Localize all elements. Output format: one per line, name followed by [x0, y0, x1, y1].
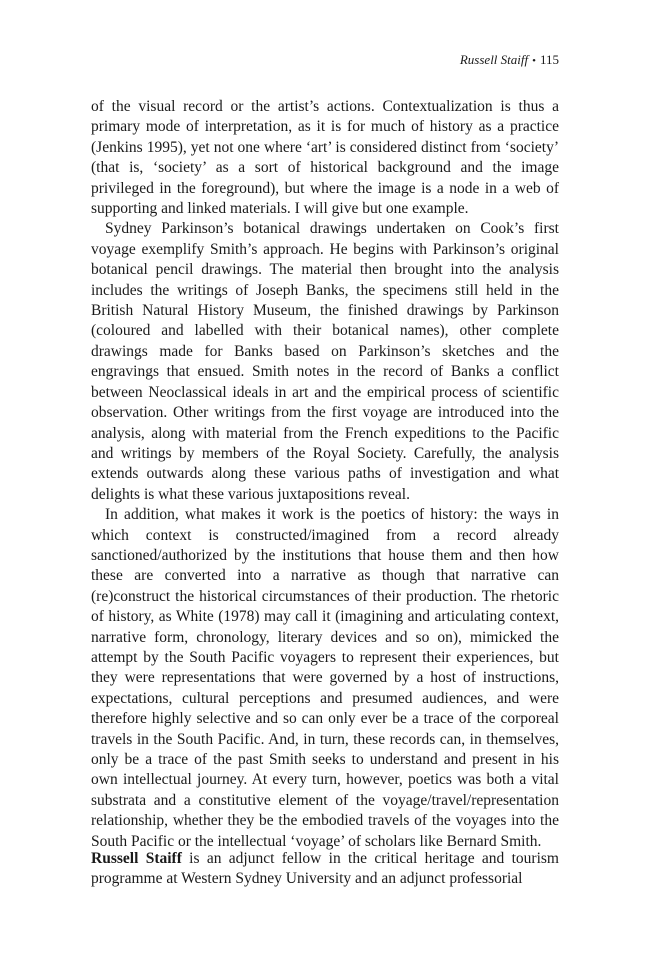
paragraph-2: Sydney Parkinson’s botanical drawings undertaken on Cook’s first voyage exemplify Smith’s approach. He begins with Parkinson’s original botanical pencil drawings. The material then brought into the analysis includes the writings of Joseph Banks, the specimens still held in the British Natural History Museum, the finished drawings by Parkinson (coloured and labelled with their botanical names), other complete drawings made for Banks based on Parkinson’s sketches and the engravings that ensued. Smith notes in the record of Banks a conflict between Neoclassical ideals in art and the empirical process of scientific observation. Other writings from the first voyage are introduced into the analysis, along with material from the French expeditions to the Pacific and writings by members of the Royal Society. Carefully, the analysis extends outwards along these various paths of investigation and what delights is what these various juxtapositions reveal. [91, 220, 559, 503]
author-bio [91, 849, 559, 890]
bullet-separator: • [532, 55, 536, 67]
bio-text: is an adjunct fellow in the critical heritage and tourism programme at Western Sydney University and an adjunct professorial [91, 850, 559, 888]
body-text [91, 97, 559, 852]
running-header [460, 52, 559, 68]
page-number: 115 [539, 52, 559, 67]
running-header-author: Russell Staiff [459, 52, 529, 67]
bio-author-name: Russell Staiff [91, 850, 182, 867]
paragraph-3: In addition, what makes it work is the poetics of history: the ways in which context is constructed/imagined from a record already sanctioned/authorized by the institutions that house them and then how these are converted into a narrative as though that narrative can (re)construct the historical circumstances of their production. The rhetoric of history, as White (1978) may call it (imagining and articulating context, narrative form, chronology, literary devices and so on), mimicked the attempt by the South Pacific voyagers to represent their experiences, but they were representations that were governed by a host of instructions, expectations, cultural perceptions and presumed audiences, and were therefore highly selective and so can only ever be a trace of the corporeal travels in the South Pacific. And, in turn, these records can, in themselves, only be a trace of the past Smith seeks to understand and present in his own intellectual journey. At every turn, however, poetics was both a vital substrata and a constitutive element of the voyage/travel/representation relationship, whether they be the embodied travels of the voyages into the South Pacific or the intellectual ‘voyage’ of scholars like Bernard Smith. [91, 506, 559, 850]
paragraph-1: of the visual record or the artist’s actions. Contextualization is thus a primary mode of interpretation, as it is for much of history as a practice (Jenkins 1995), yet not one where ‘art’ is considered distinct from ‘society’ (that is, ‘society’ as a sort of historical background and the image privileged in the foreground), but where the image is a node in a web of supporting and linked materials. I will give but one example. [91, 98, 559, 218]
